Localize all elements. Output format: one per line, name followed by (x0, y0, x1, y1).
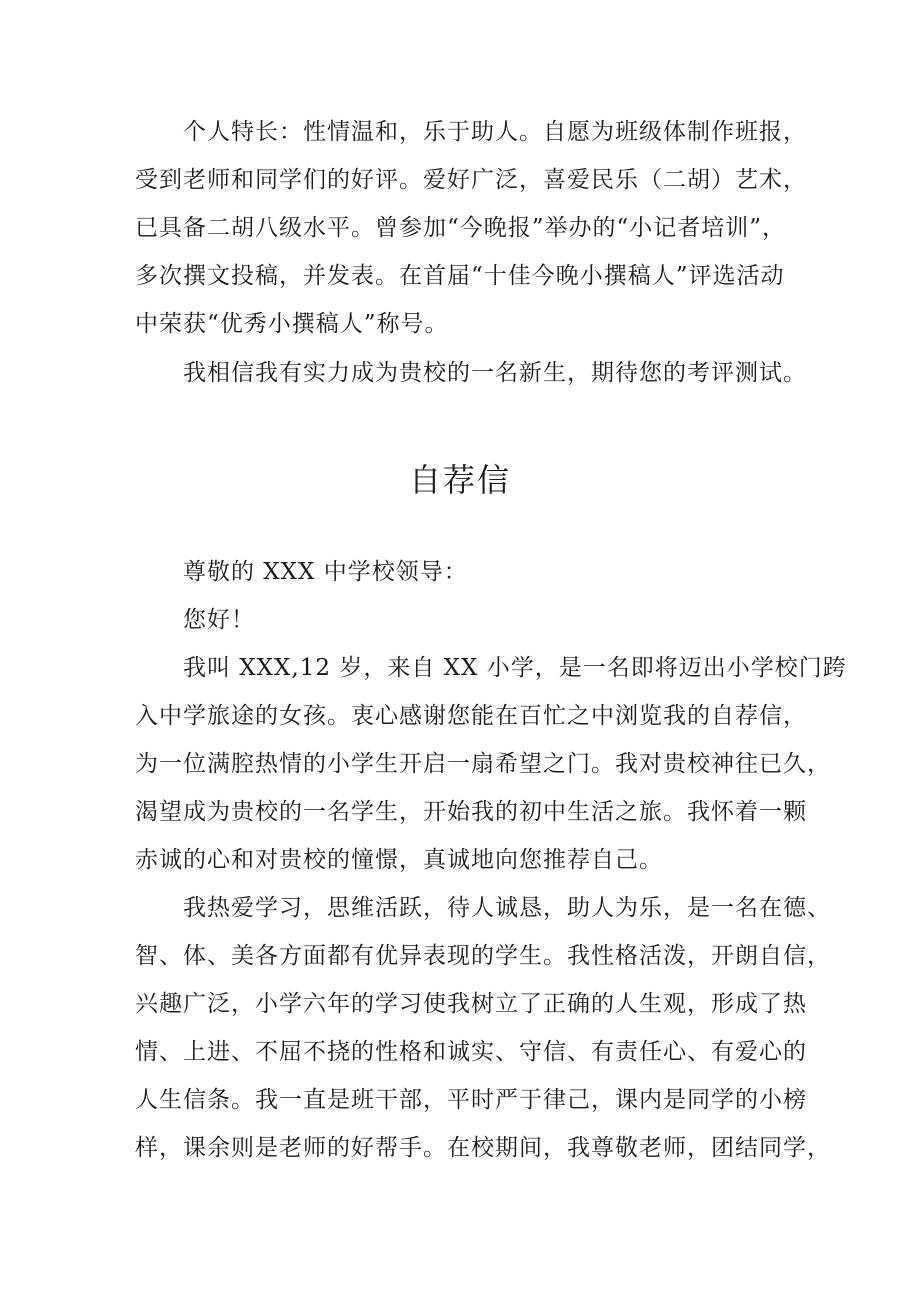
paragraph-line: 我热爱学习，思维活跃，待人诚恳，助人为乐，是一名在德、 (183, 895, 831, 921)
paragraph-line: 多次撰文投稿，并发表。在首届“十佳今晚小撰稿人”评选活动 (135, 263, 785, 289)
paragraph-line: 渴望成为贵校的一名学生，开始我的初中生活之旅。我怀着一颗 (135, 799, 807, 825)
paragraph-line: 个人特长：性情温和，乐于助人。自愿为班级体制作班报， (183, 119, 807, 145)
greeting: 您好！ (183, 607, 255, 633)
paragraph-line: 样，课余则是老师的好帮手。在校期间，我尊敬老师，团结同学， (135, 1135, 831, 1161)
paragraph-line: 人生信条。我一直是班干部，平时严于律己，课内是同学的小榜 (135, 1087, 807, 1113)
paragraph-line: 我相信我有实力成为贵校的一名新生，期待您的考评测试。 (183, 360, 807, 386)
paragraph-line: 已具备二胡八级水平。曾参加“今晚报”举办的“小记者培训”， (135, 215, 787, 241)
letter-title: 自荐信 (408, 461, 511, 499)
paragraph-line: 为一位满腔热情的小学生开启一扇希望之门。我对贵校神往已久， (135, 751, 831, 777)
paragraph-line: 情、上进、不屈不挠的性格和诚实、守信、有责任心、有爱心的 (135, 1039, 807, 1065)
paragraph-line: 兴趣广泛，小学六年的学习使我树立了正确的人生观，形成了热 (135, 991, 807, 1017)
paragraph-line: 受到老师和同学们的好评。爱好广泛，喜爱民乐（二胡）艺术， (135, 167, 807, 193)
paragraph-line: 中荣获“优秀小撰稿人”称号。 (135, 311, 449, 337)
salutation: 尊敬的 XXX 中学校领导： (183, 559, 468, 585)
paragraph-line: 赤诚的心和对贵校的憧憬，真诚地向您推荐自己。 (135, 847, 663, 873)
paragraph-line: 智、体、美各方面都有优异表现的学生。我性格活泼，开朗自信， (135, 943, 831, 969)
paragraph-line: 入中学旅途的女孩。衷心感谢您能在百忙之中浏览我的自荐信， (135, 703, 807, 729)
paragraph-line: 我叫 XXX,12 岁，来自 XX 小学，是一名即将迈出小学校门跨 (183, 655, 847, 681)
